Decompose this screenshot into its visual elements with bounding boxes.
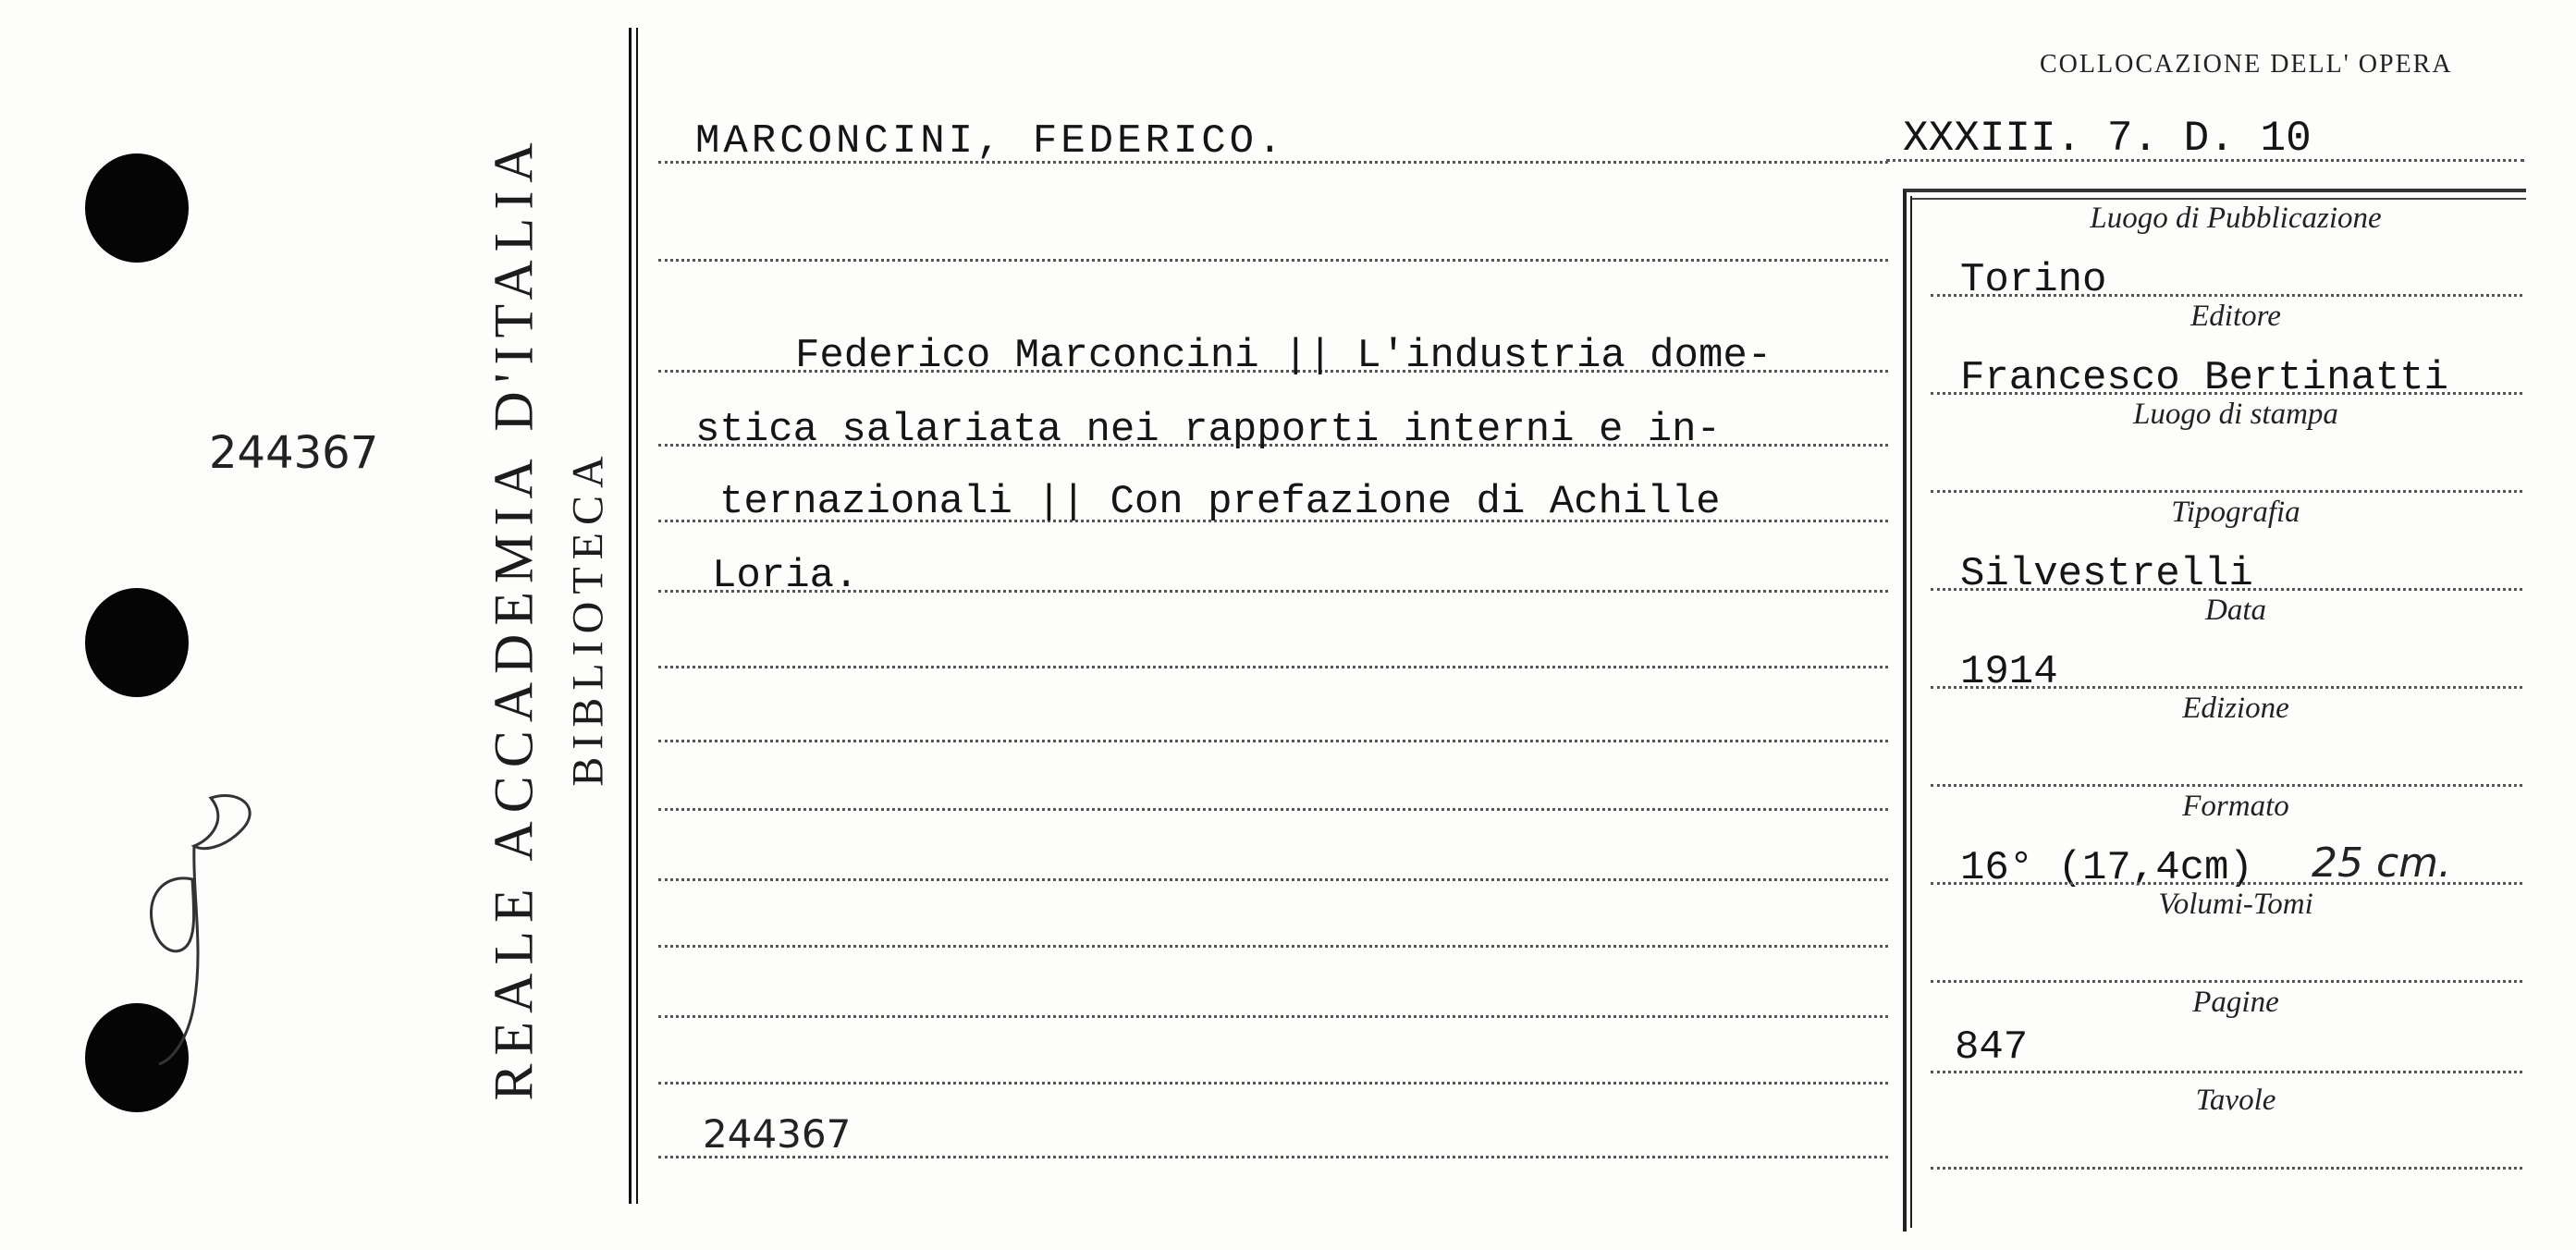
ruled-line bbox=[658, 945, 1888, 948]
title-line-4: Loria. bbox=[712, 553, 859, 599]
ruled-line bbox=[658, 808, 1888, 811]
field-label-edition: Edizione bbox=[2182, 692, 2289, 725]
punch-hole-middle bbox=[85, 588, 189, 697]
shelfmark: XXXIII. 7. D. 10 bbox=[1903, 115, 2312, 163]
field-value-place-of-publication: Torino bbox=[1960, 257, 2107, 303]
author-heading: MARCONCINI, FEDERICO. bbox=[695, 118, 1286, 165]
field-rule bbox=[1931, 784, 2522, 787]
field-rule bbox=[1931, 392, 2522, 395]
field-value-printer: Silvestrelli bbox=[1960, 551, 2253, 597]
inventory-number-bottom: 244367 bbox=[703, 1111, 852, 1157]
field-value-date: 1914 bbox=[1960, 649, 2058, 695]
inventory-number-left: 244367 bbox=[209, 427, 379, 479]
field-rule bbox=[1931, 294, 2522, 297]
field-rule bbox=[1931, 490, 2522, 493]
box-inner-rule bbox=[1910, 196, 1912, 1228]
field-label-place-of-publication: Luogo di Pubblicazione bbox=[2090, 202, 2382, 235]
field-rule bbox=[1931, 1071, 2522, 1073]
punch-hole-top bbox=[85, 153, 189, 263]
title-line-2: stica salariata nei rapporti interni e in- bbox=[695, 407, 1721, 453]
title-line-3: ternazionali || Con prefazione di Achille bbox=[719, 479, 1721, 525]
field-label-date: Data bbox=[2205, 594, 2266, 627]
vertical-rule-2 bbox=[636, 28, 638, 1204]
field-label-plates: Tavole bbox=[2195, 1084, 2276, 1117]
ruled-line bbox=[658, 1082, 1888, 1085]
field-value-pages: 847 bbox=[1955, 1024, 2029, 1071]
field-value-format: 16° (17,4cm) bbox=[1960, 845, 2253, 891]
ruled-line bbox=[658, 740, 1888, 742]
field-value-publisher: Francesco Bertinatti bbox=[1960, 355, 2449, 401]
field-rule bbox=[1931, 686, 2522, 689]
field-value-format-handwritten: 25 cm. bbox=[2312, 839, 2452, 887]
ruled-line bbox=[658, 666, 1888, 668]
ruled-line bbox=[658, 878, 1888, 881]
field-label-format: Formato bbox=[2182, 790, 2289, 823]
vertical-rule-1 bbox=[629, 28, 632, 1204]
library-name: BIBLIOTECA bbox=[563, 448, 613, 787]
field-rule bbox=[1931, 588, 2522, 591]
field-rule bbox=[1931, 980, 2522, 983]
field-label-pages: Pagine bbox=[2192, 986, 2279, 1019]
field-label-publisher: Editore bbox=[2190, 300, 2281, 333]
field-rule bbox=[1931, 1167, 2522, 1170]
title-line-1: Federico Marconcini || L'industria dome- bbox=[795, 333, 1773, 379]
ruled-line bbox=[658, 1015, 1888, 1018]
shelfmark-rule bbox=[1886, 159, 2524, 162]
ruled-line bbox=[658, 259, 1888, 262]
field-label-volumes: Volumi-Tomi bbox=[2158, 888, 2313, 921]
ruled-line bbox=[658, 161, 1888, 164]
location-heading: COLLOCAZIONE DELL' OPERA bbox=[2040, 50, 2453, 79]
handwritten-signature bbox=[139, 790, 277, 1068]
field-label-printer: Tipografia bbox=[2171, 496, 2300, 529]
institution-name: REALE ACCADEMIA D'ITALIA bbox=[483, 134, 545, 1101]
field-label-place-of-printing: Luogo di stampa bbox=[2133, 398, 2338, 431]
field-rule bbox=[1931, 882, 2522, 885]
